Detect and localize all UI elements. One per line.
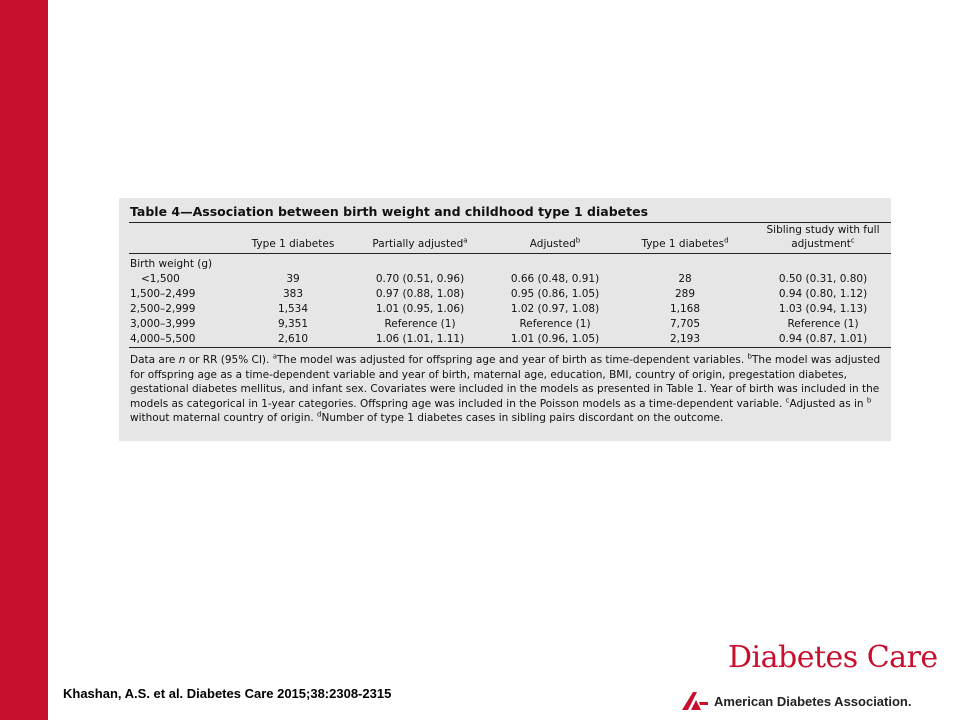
ada-logo <box>682 692 911 710</box>
table-cell: 9,351 <box>277 318 309 330</box>
row-label: 2,500–2,999 <box>130 303 196 315</box>
table-cell: 1.01 (0.95, 1.06) <box>375 303 465 315</box>
table-row <box>129 332 891 348</box>
table-cell: 1,168 <box>669 303 701 315</box>
table-header-row <box>129 223 891 254</box>
col-header-sibling-full: Sibling study with full adjustment$^c$ <box>766 224 880 250</box>
table-cell: 0.94 (0.87, 1.01) <box>778 333 868 345</box>
table-cell: 289 <box>674 288 696 300</box>
table-cell: 7,705 <box>669 318 701 330</box>
table-cell: Reference (1) <box>384 318 456 330</box>
table-row <box>129 302 891 317</box>
table-cell: 383 <box>282 288 304 300</box>
birth-weight-table <box>129 222 891 348</box>
col-header-partial: Partially adjusted$^a$ <box>372 236 468 250</box>
table-cell: 0.94 (0.80, 1.12) <box>778 288 868 300</box>
table-cell: 1.06 (1.01, 1.11) <box>375 333 465 345</box>
table-cell: 2,610 <box>277 333 309 345</box>
table-cell: 1.02 (0.97, 1.08) <box>510 303 600 315</box>
col-header-adjusted: Adjusted$^b$ <box>529 236 581 250</box>
table-row <box>129 287 891 302</box>
table-cell: Reference (1) <box>787 318 859 330</box>
citation-text: Khashan, A.S. et al. Diabetes Care 2015;38:2308-2315 <box>63 686 392 701</box>
col-header-blank <box>129 223 241 254</box>
ada-name: American Diabetes Association. <box>714 693 912 709</box>
table-cell: 28 <box>678 273 692 285</box>
diabetes-care-logo: Diabetes Care <box>728 640 938 675</box>
table-footnote: Data are n or RR (95% CI). $^a$The model was adjusted for offspring age and year of birth as time-dependent variables. $^b$The model was adjusted for offspring age as a time-dependent variable and year of birth, maternal age, education, BMI, country of origin, pregestation diabetes, gestational diabetes mellitus, and infant sex. Covariates were included in the models as presented in Table 1. Year of birth was included in the models as categorical in 1-year categories. Offspring age was included in the Poisson models as a time-dependent variable. $^c$Adjusted as in $^b$ without maternal country of origin. $^d$Number of type 1 diabetes cases in sibling pairs discordant on the outcome. <box>130 352 881 424</box>
section-label: Birth weight (g) <box>130 258 213 270</box>
table-cell: 1.03 (0.94, 1.13) <box>778 303 868 315</box>
col-header-sibling-type1: Type 1 diabetes$^d$ <box>641 236 729 250</box>
table-cell: 1,534 <box>277 303 309 315</box>
row-label: 4,000–5,500 <box>130 333 196 345</box>
table-cell: 0.66 (0.48, 0.91) <box>510 273 600 285</box>
red-side-bar <box>0 0 48 720</box>
table-row <box>129 317 891 332</box>
table-cell: 1.01 (0.96, 1.05) <box>510 333 600 345</box>
table-row <box>129 272 891 287</box>
table-cell: Reference (1) <box>519 318 591 330</box>
row-label: <1,500 <box>141 273 180 285</box>
table-cell: 0.70 (0.51, 0.96) <box>375 273 465 285</box>
table-cell: 0.97 (0.88, 1.08) <box>375 288 465 300</box>
table-cell: 0.95 (0.86, 1.05) <box>510 288 600 300</box>
table-cell: 39 <box>286 273 300 285</box>
table-cell: 0.50 (0.31, 0.80) <box>778 273 868 285</box>
table-cell: 2,193 <box>669 333 701 345</box>
ada-triangle-icon <box>682 692 708 710</box>
col-header-type1: Type 1 diabetes <box>251 238 335 250</box>
row-label: 1,500–2,499 <box>130 288 196 300</box>
section-row <box>129 254 891 273</box>
table-panel <box>119 198 891 441</box>
row-label: 3,000–3,999 <box>130 318 196 330</box>
table-title: Table 4—Association between birth weight and childhood type 1 diabetes <box>130 204 649 219</box>
